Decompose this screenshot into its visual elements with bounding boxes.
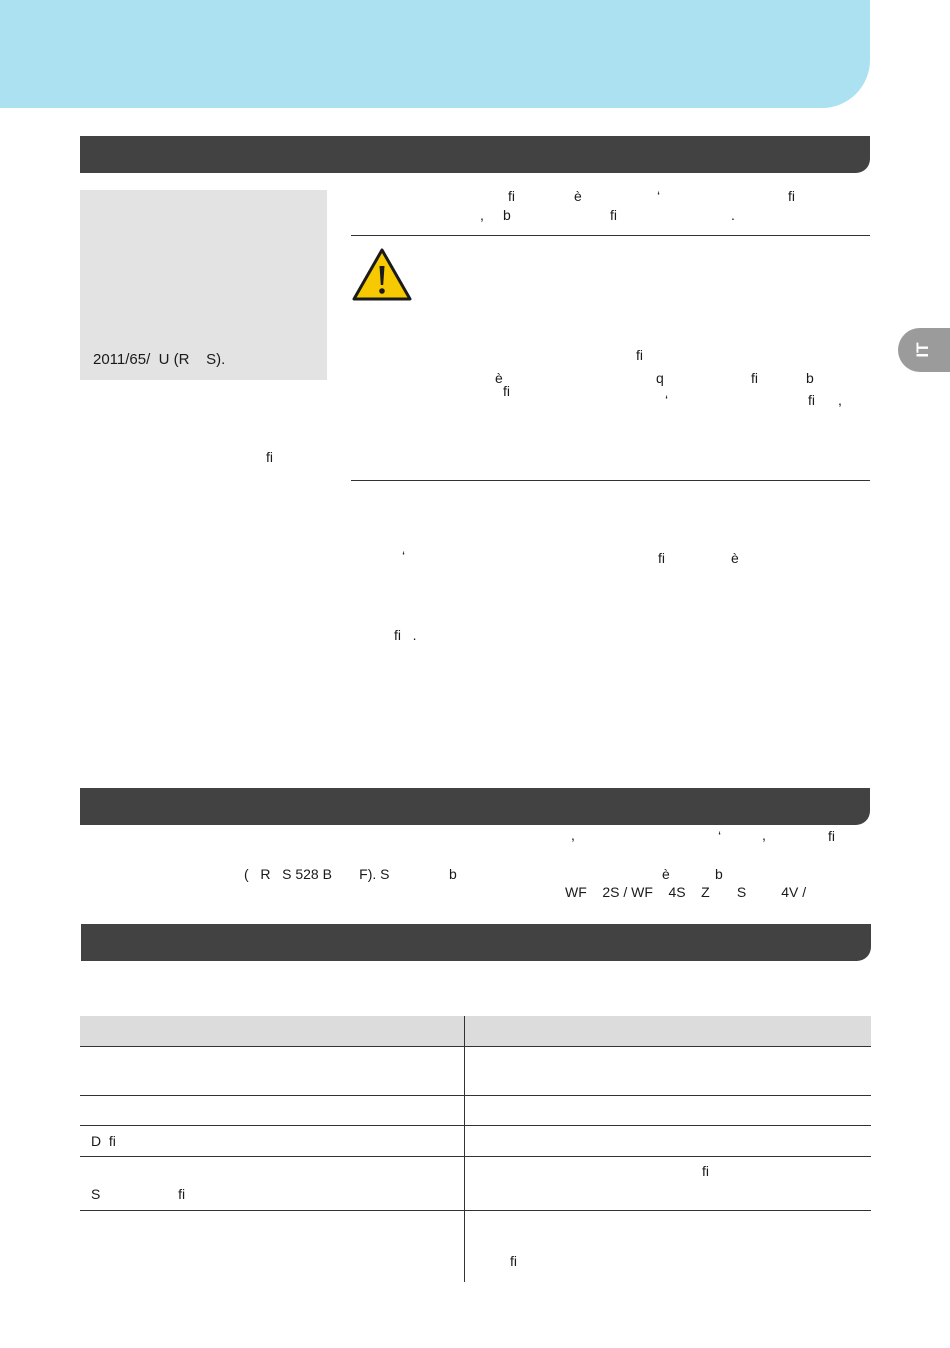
section-2-fragment: WF 2S / WF 4S Z S 4V /: [565, 884, 807, 900]
table-column-divider: [464, 1016, 465, 1282]
body-fragment: fi: [658, 550, 665, 566]
table-row-rule: [80, 1046, 871, 1047]
warning-fragment: ‘: [665, 392, 669, 408]
warning-triangle-icon: [351, 247, 413, 303]
header-band: [0, 0, 870, 108]
body-fragment: fi .: [394, 627, 417, 643]
warning-fragment: fi: [808, 392, 815, 408]
warning-fragment: è: [495, 370, 503, 386]
intro-fragment: ‘: [657, 188, 661, 204]
body-fragment: è: [731, 550, 739, 566]
table-cell: fi: [510, 1253, 517, 1269]
note-box: [80, 190, 327, 380]
table-cell: D fi: [91, 1133, 116, 1149]
language-side-tab[interactable]: [898, 328, 950, 372]
section-2-fragment: b: [715, 866, 723, 882]
warning-fragment: fi: [636, 347, 643, 363]
intro-fragment: fi: [508, 188, 515, 204]
intro-fragment: b: [503, 207, 511, 223]
table-cell: S fi: [91, 1186, 186, 1202]
warning-fragment: fi: [503, 383, 510, 399]
warning-fragment: fi: [751, 370, 758, 386]
table-header-row: [80, 1016, 871, 1046]
intro-fragment: ,: [480, 207, 484, 223]
section-2-fragment: ( R S 528 B F). S: [244, 866, 390, 882]
intro-fragment: fi: [788, 188, 795, 204]
language-tab-label: IT: [913, 342, 932, 358]
body-fragment: ‘: [402, 548, 406, 564]
warning-fragment: b: [806, 370, 814, 386]
left-column-fragment: fi: [266, 449, 273, 465]
section-2-fragment: fi: [828, 828, 835, 844]
table-cell: fi: [702, 1163, 709, 1179]
section-2-fragment: ,: [571, 827, 575, 843]
section-bar-1: [80, 136, 870, 173]
section-2-fragment: ‘: [718, 828, 722, 844]
note-box-text: 2011/65/ U (R S).: [93, 351, 226, 368]
table-row-rule: [80, 1210, 871, 1211]
section-bar-3: [81, 924, 871, 961]
intro-fragment: fi: [610, 207, 617, 223]
table-row-rule: [80, 1095, 871, 1096]
intro-fragment: è: [574, 188, 582, 204]
section-2-fragment: b: [449, 866, 457, 882]
warning-fragment: ,: [838, 392, 842, 408]
section-2-fragment: è: [662, 866, 670, 882]
intro-fragment: .: [731, 207, 735, 223]
table-row-rule: [80, 1156, 871, 1157]
warning-bottom-rule: [351, 480, 870, 481]
warning-top-rule: [351, 235, 870, 236]
section-2-fragment: ,: [762, 827, 766, 843]
section-bar-2: [80, 788, 870, 825]
warning-fragment: q: [656, 370, 664, 386]
table-row-rule: [80, 1125, 871, 1126]
